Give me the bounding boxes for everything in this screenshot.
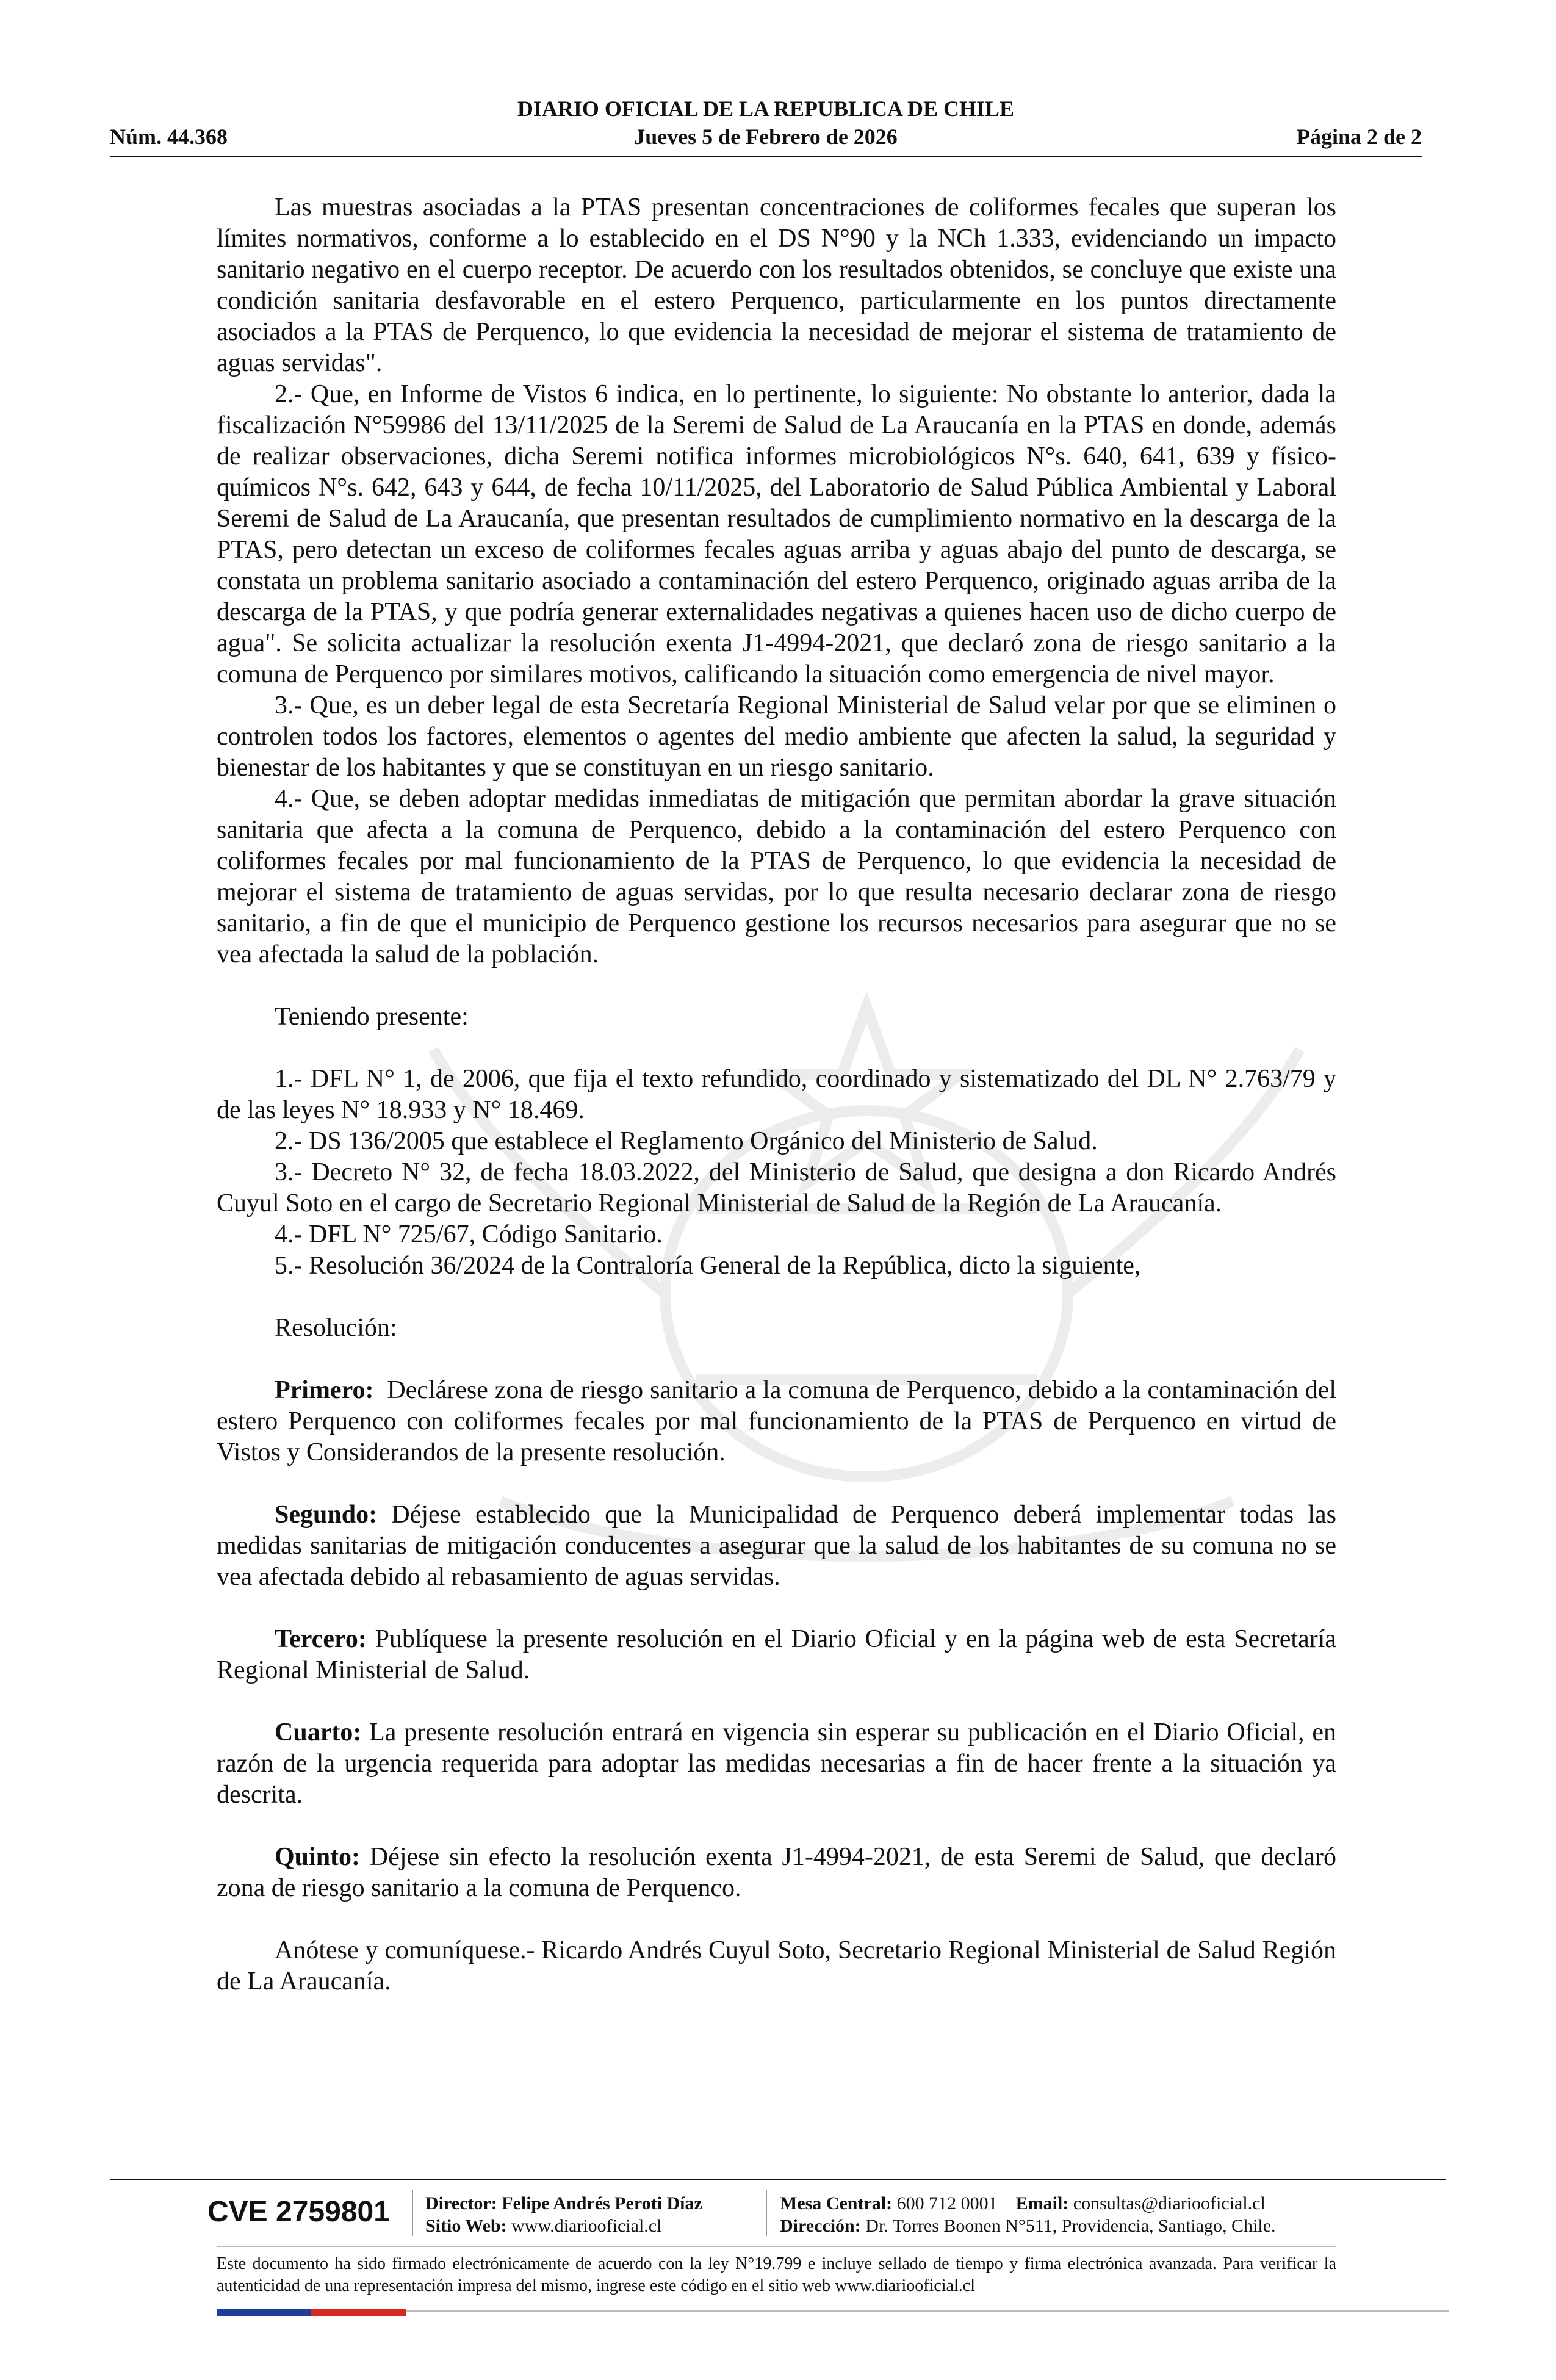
director-name: Felipe Andrés Peroti Díaz [502,2193,702,2213]
mesa-label: Mesa Central: [780,2193,893,2213]
paragraph-2: 2.- Que, en Informe de Vistos 6 indica, en lo pertinente, lo siguiente: No obstante lo anterior, dada la fiscalización N°59986 del 13/11/2025 de la Seremi de Salud de La Araucanía en la PTAS en donde, además de realizar observaciones, dicha Seremi notifica informes microbiológicos N°s. 640, 641, 639 y físico-químicos N°s. 642, 643 y 644, de fecha 10/11/2025, del Laboratorio de Salud Pública Ambiental y Laboral Seremi de Salud de La Araucanía, que presentan resultados de cumplimiento normativo en la descarga de la PTAS, pero detectan un exceso de coliformes fecales aguas arriba y aguas abajo del punto de descarga, se constata un problema sanitario asociado a contaminación del estero Perquenco, originado aguas arriba de la descarga de la PTAS, y que podría generar externalidades negativas a quienes hacen uso de dicho cuerpo de agua". Se solicita actualizar la resolución exenta J1-4994-2021, que declaró zona de riesgo sanitario a la comuna de Perquenco por similares motivos, calificando la situación como emergencia de nivel mayor. [217,380,1336,688]
email-link[interactable]: consultas@diariooficial.cl [1073,2193,1266,2213]
teniendo-presente: Teniendo presente: [275,1003,469,1031]
quinto-text: Déjese sin efecto la resolución exenta J1-4994-2021, de esta Seremi de Salud, que declaró zona de riesgo sanitario a la comuna de Perquenco. [217,1843,1336,1902]
visto-4: 4.- DFL N° 725/67, Código Sanitario. [275,1221,663,1249]
tercero-text: Publíquese la presente resolución en el Diario Oficial y en la página web de esta Secretaría Regional Ministerial de Salud. [217,1625,1337,1684]
paragraph-3: 3.- Que, es un deber legal de esta Secretaría Regional Ministerial de Salud velar por que se eliminen o controlen todos los factores, elementos o agentes del medio ambiente que afecten la salud, la seguridad y bienestar de los habitantes y que se constituyan en un riesgo sanitario. [217,691,1336,782]
address-value: Dr. Torres Boonen N°511, Providencia, Santiago, Chile. [865,2216,1276,2236]
article-quinto [217,1842,1336,1904]
page-indicator: Página 2 de 2 [1296,124,1422,149]
segundo-text: Déjese establecido que la Municipalidad de Perquenco deberá implementar todas las medidas sanitarias de mitigación conducentes a asegurar que la salud de los habitantes de su comuna no se vea afectada debido al rebasamiento de aguas servidas. [217,1501,1337,1591]
page-header [110,95,1422,157]
paragraph-4: 4.- Que, se deben adoptar medidas inmediatas de mitigación que permitan abordar la grave situación sanitaria que afecta a la comuna de Perquenco, debido a la contaminación del estero Perquenco con coliformes fecales por mal funcionamiento de la PTAS de Perquenco, lo que evidencia la necesidad de mejorar el sistema de tratamiento de aguas servidas, por lo que resulta necesario declarar zona de riesgo sanitario, a fin de que el municipio de Perquenco gestione los recursos necesarios para asegurar que no se vea afectada la salud de la población. [217,785,1336,968]
tercero-label: Tercero: [275,1625,367,1653]
article-segundo [217,1499,1336,1593]
closing-statement: Anótese y comuníquese.- Ricardo Andrés Cuyul Soto, Secretario Regional Ministerial de Salud Región de La Araucanía. [217,1936,1336,1996]
footer-divider [766,2190,767,2236]
flag-red-segment [311,2309,406,2316]
footer-contact-block [780,2192,1276,2237]
footer-bottom-rule [406,2310,1449,2312]
article-primero [217,1375,1336,1468]
address-label: Dirección: [780,2216,861,2236]
cuarto-text: La presente resolución entrará en vigencia sin esperar su publicación en el Diario Oficial, en razón de la urgencia requerida para adoptar las medidas necesarias a fin de hacer frente a la situación ya descrita. [217,1718,1336,1809]
footer-director-block [425,2192,702,2237]
electronic-signature-notice: Este documento ha sido firmado electrónicamente de acuerdo con la ley N°19.799 e incluye sellado de tiempo y firma electrónica avanzada. Para verificar la autenticidad de una representación impresa del mismo, ingrese este código en el sitio web www.diariooficial.cl [217,2254,1336,2295]
site-label: Sitio Web: [425,2216,507,2236]
gazette-title: DIARIO OFICIAL DE LA REPUBLICA DE CHILE [517,96,1015,121]
site-link[interactable]: www.diariooficial.cl [511,2216,662,2236]
email-label: Email: [1015,2193,1069,2213]
resolucion-heading: Resolución: [275,1314,397,1342]
visto-3: 3.- Decreto N° 32, de fecha 18.03.2022, del Ministerio de Salud, que designa a don Ricardo Andrés Cuyul Soto en el cargo de Secretario Regional Ministerial de Salud de la Región de La Araucanía. [217,1158,1336,1217]
cuarto-label: Cuarto: [275,1718,362,1747]
issue-number: Núm. 44.368 [110,124,228,149]
quinto-label: Quinto: [275,1843,361,1871]
publication-date: Jueves 5 de Febrero de 2026 [634,124,898,149]
document-body [217,192,1336,1997]
article-tercero [217,1624,1336,1686]
article-cuarto [217,1717,1336,1811]
flag-blue-segment [217,2309,311,2316]
director-label: Director: [425,2193,497,2213]
footer-thin-rule [217,2246,1336,2247]
visto-2: 2.- DS 136/2005 que establece el Reglamento Orgánico del Ministerio de Salud. [275,1127,1098,1155]
visto-1: 1.- DFL N° 1, de 2006, que fija el texto refundido, coordinado y sistematizado del DL N° 2.763/79 y de las leyes N° 18.933 y N° 18.469. [217,1065,1336,1124]
primero-text: Declárese zona de riesgo sanitario a la comuna de Perquenco, debido a la contaminación del estero Perquenco con coliformes fecales por mal funcionamiento de la PTAS de Perquenco en virtud de Vistos y Considerandos de la presente resolución. [217,1376,1337,1466]
segundo-label: Segundo: [275,1501,378,1529]
visto-5: 5.- Resolución 36/2024 de la Contraloría General de la República, dicto la siguiente, [275,1252,1141,1280]
footer-divider [412,2190,413,2236]
cve-code: CVE 2759801 [207,2196,390,2228]
footer-rule [110,2179,1446,2180]
primero-label: Primero: [275,1376,374,1404]
paragraph-1: Las muestras asociadas a la PTAS presentan concentraciones de coliformes fecales que superan los límites normativos, conforme a lo establecido en el DS N°90 y la NCh 1.333, evidenciando un impacto sanitario negativo en el cuerpo receptor. De acuerdo con los resultados obtenidos, se concluye que existe una condición sanitaria desfavorable en el estero Perquenco, particularmente en los puntos directamente asociados a la PTAS de Perquenco, lo que evidencia la necesidad de mejorar el sistema de tratamiento de aguas servidas". [217,193,1336,377]
chile-flag-stripe [217,2309,406,2316]
mesa-phone: 600 712 0001 [896,2193,998,2213]
